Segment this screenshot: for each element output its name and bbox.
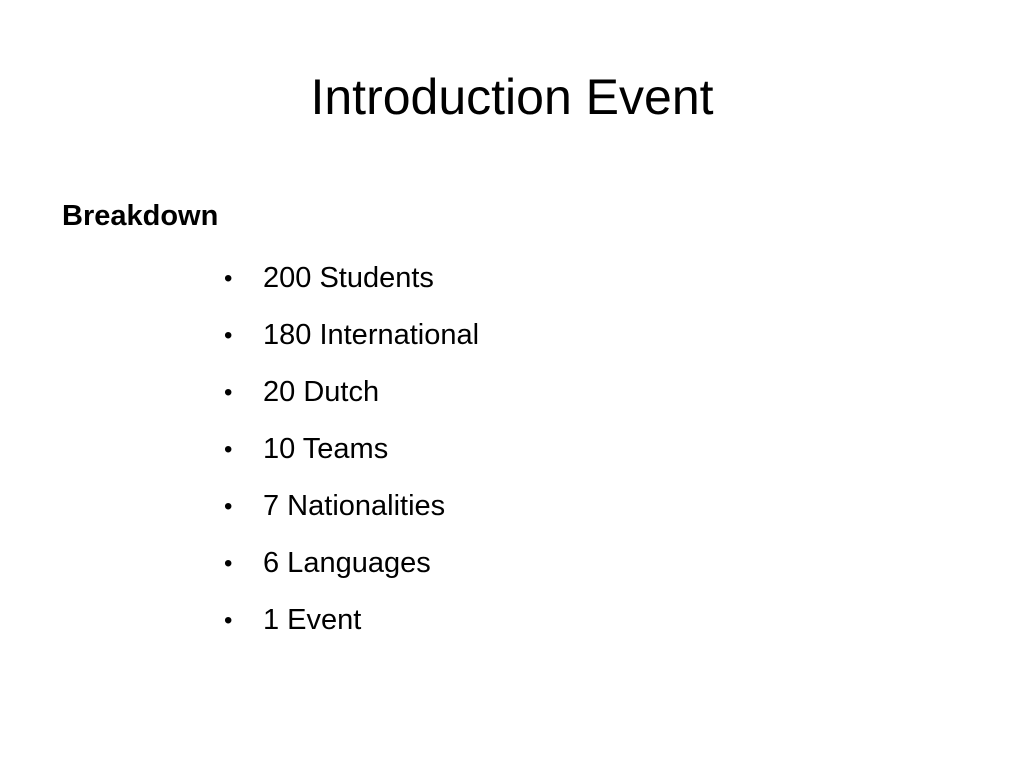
- bullet-dot-icon: •: [224, 264, 233, 292]
- bullet-text: 10 Teams: [263, 433, 389, 465]
- bullet-text: 1 Event: [263, 604, 362, 636]
- bullet-item-students: [224, 250, 479, 307]
- bullet-text: 200 Students: [263, 262, 434, 294]
- bullet-dot-icon: •: [224, 606, 233, 634]
- bullet-item-event: [224, 592, 479, 649]
- bullet-dot-icon: •: [224, 435, 233, 463]
- bullet-text: 180 International: [263, 319, 480, 351]
- bullet-item-dutch: [224, 364, 479, 421]
- bullet-dot-icon: •: [224, 549, 233, 577]
- bullet-dot-icon: •: [224, 378, 233, 406]
- section-heading: Breakdown: [62, 200, 219, 232]
- bullet-text: 7 Nationalities: [263, 490, 446, 522]
- bullet-item-languages: [224, 535, 479, 592]
- bullet-list: [224, 250, 479, 649]
- bullet-item-international: [224, 307, 479, 364]
- bullet-text: 20 Dutch: [263, 376, 380, 408]
- bullet-item-nationalities: [224, 478, 479, 535]
- bullet-item-teams: [224, 421, 479, 478]
- bullet-dot-icon: •: [224, 492, 233, 520]
- bullet-text: 6 Languages: [263, 547, 431, 579]
- bullet-dot-icon: •: [224, 321, 233, 349]
- slide-title: Introduction Event: [310, 69, 714, 125]
